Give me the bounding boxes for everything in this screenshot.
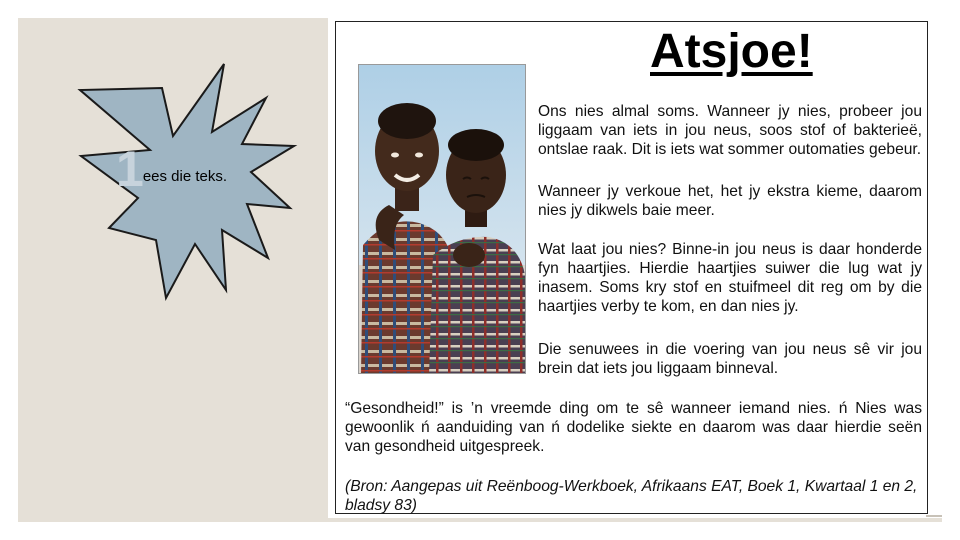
paragraph-cold: Wanneer jy verkoue het, het jy ekstra kieme, daarom nies jy dikwels baie meer. bbox=[538, 183, 922, 219]
document-title: Atsjoe! bbox=[650, 25, 813, 78]
paragraph-gesondheid: “Gesondheid!” is ’n vreemde ding om te sê wanneer iemand nies. ń Nies was gewoonlik ń aanduiding van ń dodelike siekte en daarom was daar hierdie seën van gesondheid uitgespreek. bbox=[345, 400, 922, 455]
callout-text bbox=[116, 141, 228, 197]
paragraph-nerves: Die senuwees in die voering van jou neus sê vir jou brein dat iets jou liggaam binneval. bbox=[538, 341, 922, 377]
photo-illustration bbox=[359, 65, 526, 374]
paragraph-intro: Ons nies almal soms. Wanneer jy nies, probeer jou liggaam van iets in jou neus, soos stof of bakterieë, ontslae raak. Dit is iets wat sommer outomaties gebeur. bbox=[538, 103, 922, 158]
callout-number: 1 bbox=[116, 141, 144, 197]
paragraph-why-sneeze: Wat laat jou nies? Binne-in jou neus is daar honderde fyn haartjies. Hierdie haartjies suiwer die lug wat jy inasem. Soms kry stof en stuifmeel dit reg om by die haartjies verby te kom, en dan nies jy. bbox=[538, 241, 922, 315]
source-citation: (Bron: Aangepas uit Reënboog-Werkboek, Afrikaans EAT, Boek 1, Kwartaal 1 en 2, bladsy 83) bbox=[345, 478, 918, 514]
page-edge-divider bbox=[926, 515, 942, 517]
callout-instruction: ees die teks. bbox=[142, 168, 228, 185]
two-boys-photo bbox=[358, 64, 526, 374]
